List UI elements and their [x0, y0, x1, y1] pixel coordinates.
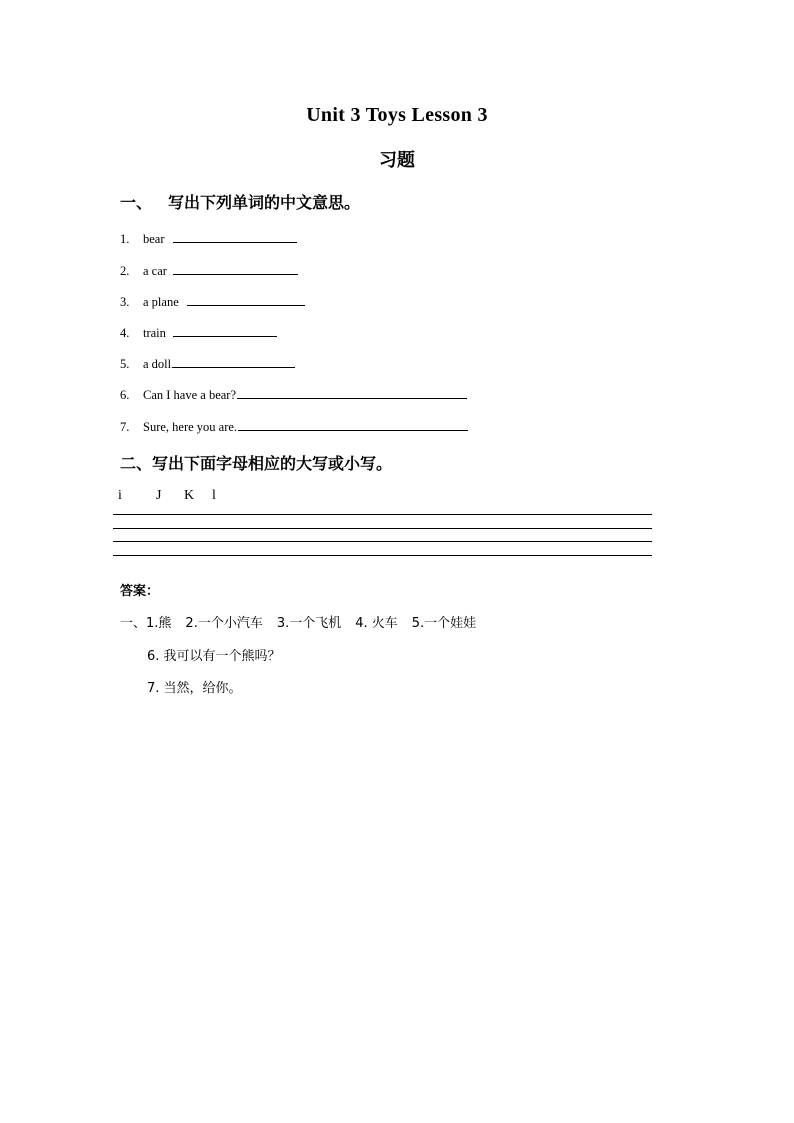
item-number: 4.	[120, 326, 130, 340]
exercise-item-1	[120, 230, 297, 247]
writing-line[interactable]	[113, 528, 652, 529]
exercise-item-4	[120, 324, 277, 341]
answer-part: 1.熊	[146, 616, 172, 631]
answer-line-1	[120, 612, 490, 631]
item-text: a car	[143, 264, 167, 278]
answer-line-3: 7. 当然，给你。	[147, 681, 242, 696]
answer-part: 2.一个小汽车	[185, 616, 263, 631]
item-number: 6.	[120, 388, 130, 402]
section1-heading	[120, 190, 360, 213]
letter-prompt: K	[184, 488, 195, 503]
exercise-item-6	[120, 386, 467, 403]
page-subtitle: 习题	[379, 150, 415, 171]
section2-heading: 二、写出下面字母相应的大写或小写。	[120, 454, 393, 473]
item-number: 7.	[120, 420, 130, 434]
answer-blank[interactable]	[187, 293, 305, 306]
letter-prompt: J	[156, 488, 162, 503]
item-number: 1.	[120, 232, 130, 246]
item-text: Can I have a bear?	[143, 388, 236, 402]
answer-part: 3.一个飞机	[276, 616, 342, 631]
answer-part: 5.一个娃娃	[411, 616, 477, 631]
answer-blank[interactable]	[238, 418, 468, 431]
letter-prompt: i	[118, 488, 122, 503]
item-text: bear	[143, 232, 165, 246]
item-text: Sure, here you are.	[143, 420, 238, 434]
writing-line[interactable]	[113, 541, 652, 542]
section1-heading-text: 写出下列单词的中文意思。	[168, 193, 361, 212]
answer-blank[interactable]	[237, 386, 467, 399]
exercise-item-2	[120, 262, 298, 279]
page-title: Unit 3 Toys Lesson 3	[306, 104, 488, 126]
writing-line[interactable]	[113, 514, 652, 515]
answer-line-2: 6. 我可以有一个熊吗？	[147, 649, 281, 664]
answer-blank[interactable]	[173, 230, 297, 243]
exercise-item-3	[120, 293, 305, 310]
writing-line[interactable]	[113, 555, 652, 556]
letter-prompt: l	[212, 488, 216, 503]
answer-blank[interactable]	[172, 355, 295, 368]
item-number: 3.	[120, 295, 130, 309]
answers-label: 答案：	[120, 584, 160, 599]
exercise-item-7	[120, 418, 468, 435]
answer-blank[interactable]	[173, 262, 298, 275]
item-number: 5.	[120, 357, 130, 371]
answer-blank[interactable]	[173, 324, 277, 337]
section1-number: 一、	[120, 193, 153, 212]
answer-part: 4. 火车	[355, 616, 398, 631]
item-text: a plane	[143, 295, 179, 309]
item-text: a doll	[143, 357, 172, 371]
item-text: train	[143, 326, 166, 340]
letter-prompts	[118, 488, 216, 504]
item-number: 2.	[120, 264, 130, 278]
answer-prefix: 一、	[120, 616, 147, 631]
exercise-item-5	[120, 355, 295, 372]
